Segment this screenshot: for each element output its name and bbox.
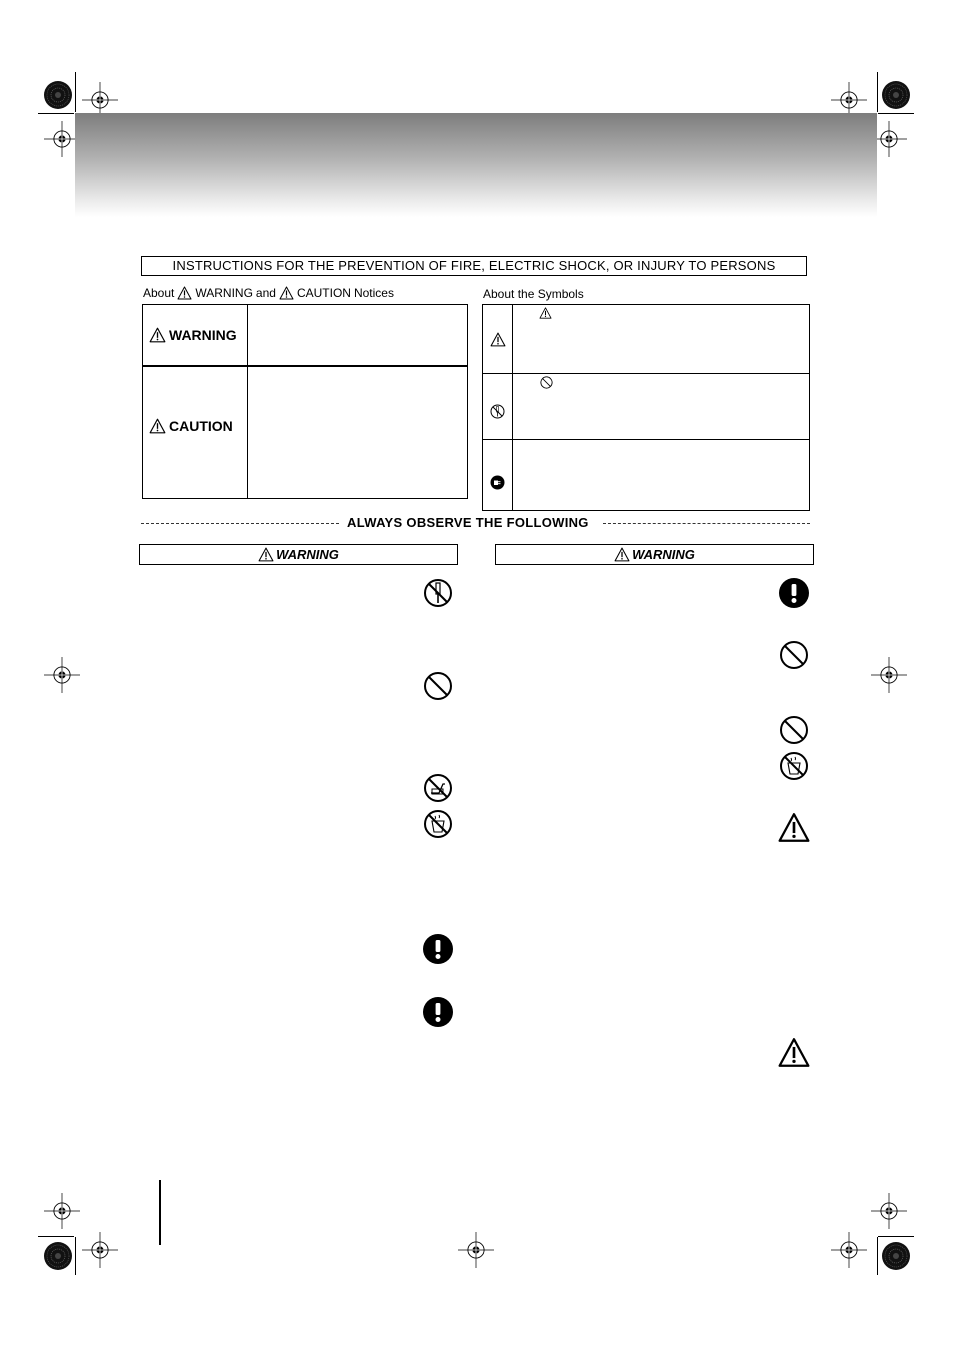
left-warning-header-label: WARNING [276, 547, 339, 562]
starburst-mark [38, 75, 78, 115]
starburst-mark [876, 1236, 916, 1276]
registration-mark [458, 1232, 494, 1268]
prohibition-icon [779, 640, 809, 670]
divider-dashed-left [141, 523, 339, 524]
registration-mark [44, 1193, 80, 1229]
caution-signal [149, 418, 233, 434]
no-wet-hands-icon [423, 773, 453, 803]
warning-triangle-icon [539, 307, 552, 319]
no-disassemble-icon [423, 578, 453, 608]
registration-mark [82, 1232, 118, 1268]
notices-label-prefix: About [143, 286, 175, 300]
warning-triangle-icon [777, 812, 811, 843]
notices-label-middle: and [255, 286, 276, 300]
right-warning-header [495, 544, 814, 565]
prohibition-icon [779, 715, 809, 745]
symbols-table [482, 304, 810, 511]
symbols-label: About the Symbols [483, 287, 584, 301]
divider-dashed-right [603, 523, 810, 524]
mandatory-icon [423, 997, 453, 1027]
table-row-divider [483, 373, 809, 374]
caution-signal-word: CAUTION [169, 418, 233, 434]
table-row-divider [143, 365, 467, 367]
notices-label-caution: CAUTION [296, 286, 351, 300]
registration-mark [831, 1232, 867, 1268]
warning-triangle-icon [149, 418, 166, 434]
mandatory-icon [423, 934, 453, 964]
always-observe-heading: ALWAYS OBSERVE THE FOLLOWING [347, 515, 589, 530]
no-water-icon [779, 751, 809, 781]
registration-mark [44, 657, 80, 693]
starburst-mark [876, 75, 916, 115]
unplug-icon [490, 475, 505, 490]
notices-table [142, 304, 468, 499]
left-warning-header [139, 544, 458, 565]
prohibition-icon [423, 671, 453, 701]
warning-triangle-icon [614, 547, 630, 562]
warning-triangle-icon [490, 332, 506, 347]
prohibition-icon [540, 376, 553, 389]
registration-mark [871, 657, 907, 693]
mandatory-icon [779, 578, 809, 608]
right-warning-header-label: WARNING [632, 547, 695, 562]
warning-signal-word: WARNING [169, 327, 237, 343]
notices-label [143, 286, 394, 300]
page-edge-rule [159, 1180, 161, 1245]
warning-triangle-icon [177, 286, 192, 300]
warning-triangle-icon [777, 1037, 811, 1068]
no-water-icon [423, 809, 453, 839]
table-row-divider [483, 439, 809, 440]
no-disassemble-icon [490, 404, 505, 419]
table-divider [512, 305, 513, 510]
page-heading: INSTRUCTIONS FOR THE PREVENTION OF FIRE, ELECTRIC SHOCK, OR INJURY TO PERSONS [141, 256, 807, 276]
notices-label-warning: WARNING [195, 286, 253, 300]
warning-triangle-icon [258, 547, 274, 562]
notices-label-suffix: Notices [353, 286, 394, 300]
registration-mark [871, 1193, 907, 1229]
starburst-mark [38, 1236, 78, 1276]
warning-triangle-icon [149, 327, 166, 343]
table-divider [247, 305, 248, 498]
header-band [75, 113, 877, 217]
warning-signal [149, 327, 237, 343]
warning-triangle-icon [279, 286, 294, 300]
